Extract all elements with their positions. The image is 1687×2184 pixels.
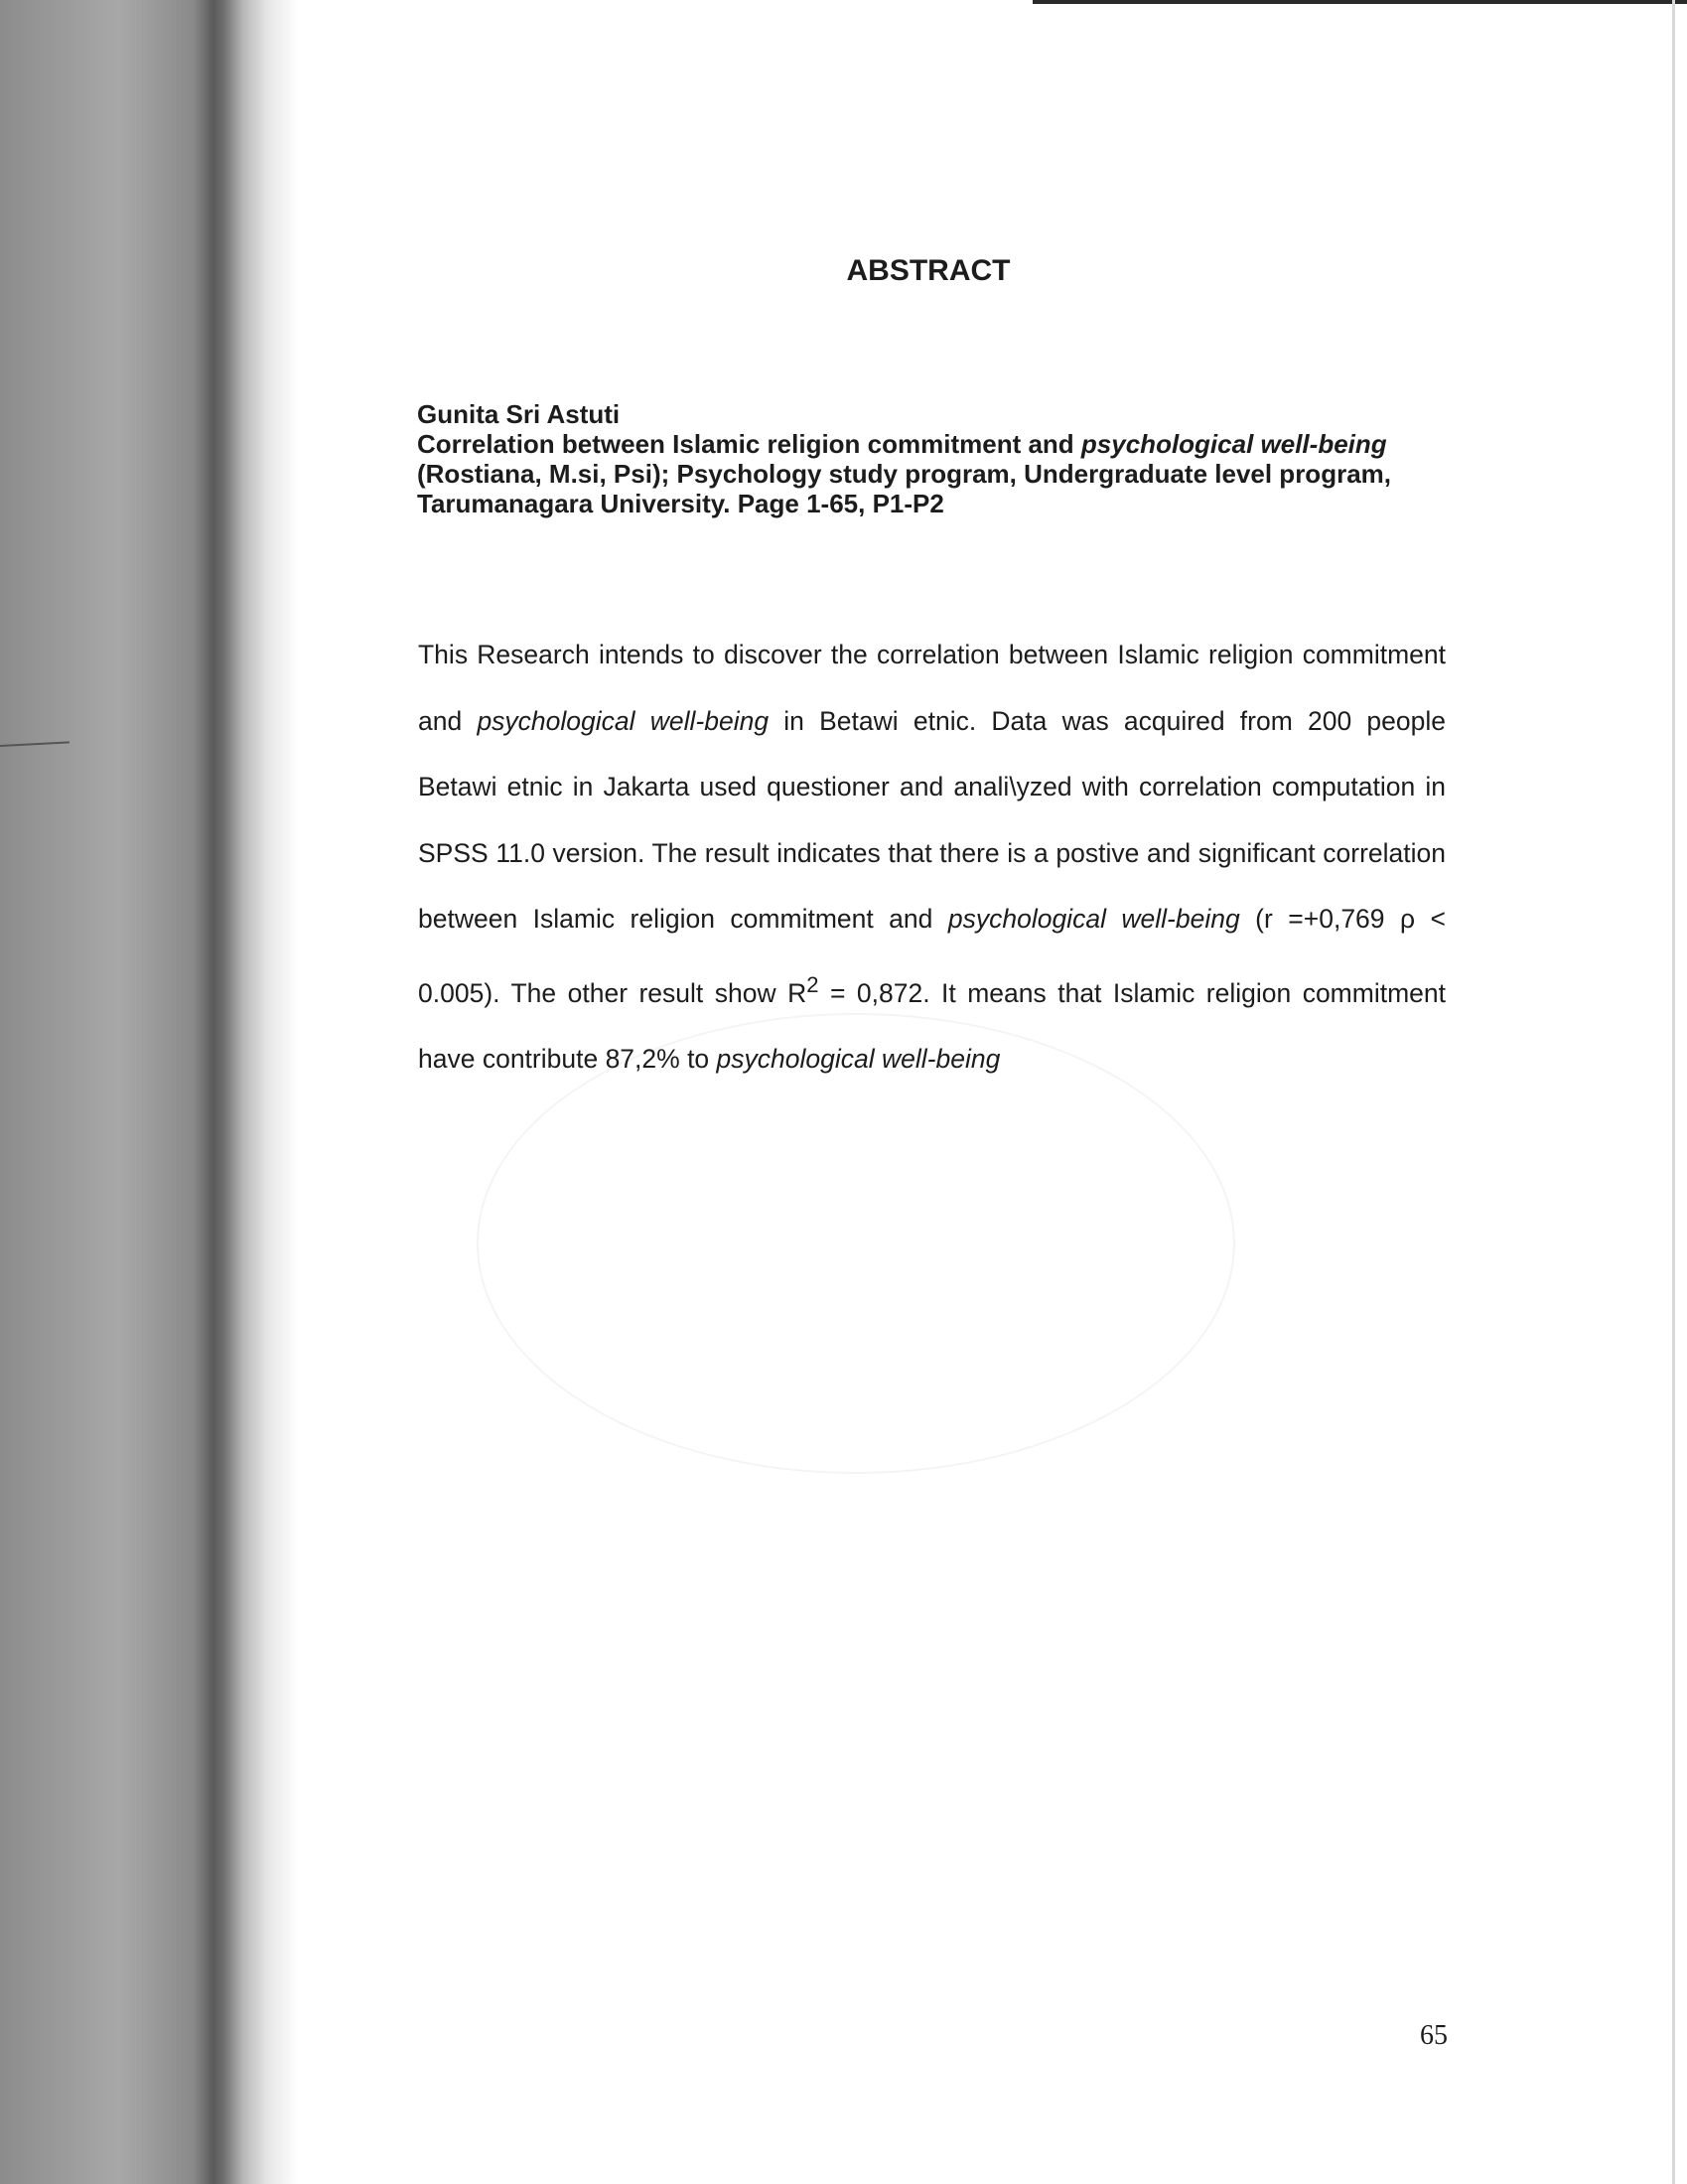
body-segment-4: = 0,872. It means that Islamic religion commitment have contribute 87,2% to <box>418 977 1446 1074</box>
scan-top-edge <box>1033 0 1687 4</box>
abstract-body <box>418 622 1446 1092</box>
scan-right-edge <box>1672 0 1675 2184</box>
superscript-two: 2 <box>806 971 819 997</box>
body-segment-3: (r =+0,769 ρ < 0.005). The other result show R <box>418 904 1446 1008</box>
body-emphasis-2: psychological well-being <box>947 904 1240 934</box>
body-segment-1: This Research intends to discover the correlation between Islamic religion commitment and <box>418 640 1446 736</box>
citation-text <box>417 429 1450 518</box>
body-segment-2: in Betawi etnic. Data was acquired from 200 people Betawi etnic in Jakarta used questioner and anali\yzed with correlation computation in SPSS 11.0 version. The result indicates that there is a postive and significant correlation between Islamic religion commitment and <box>418 705 1447 934</box>
page-number: 65 <box>1420 2020 1448 2051</box>
citation-part1: Correlation between Islamic religion commitment and <box>417 429 1081 459</box>
citation-part2: (Rostiana, M.si, Psi); Psychology study program, Undergraduate level program, Tarumanagara University. Page 1-65, P1-P2 <box>417 459 1391 518</box>
body-emphasis-3: psychological well-being <box>716 1043 1001 1074</box>
citation-emphasis: psychological well-being <box>1080 429 1387 459</box>
page-title: ABSTRACT <box>846 254 1011 287</box>
body-emphasis-1: psychological well-being <box>477 705 770 736</box>
author-name: Gunita Sri Astuti <box>417 399 621 429</box>
citation-block <box>417 399 1450 518</box>
scan-binding-shadow <box>0 0 298 2184</box>
